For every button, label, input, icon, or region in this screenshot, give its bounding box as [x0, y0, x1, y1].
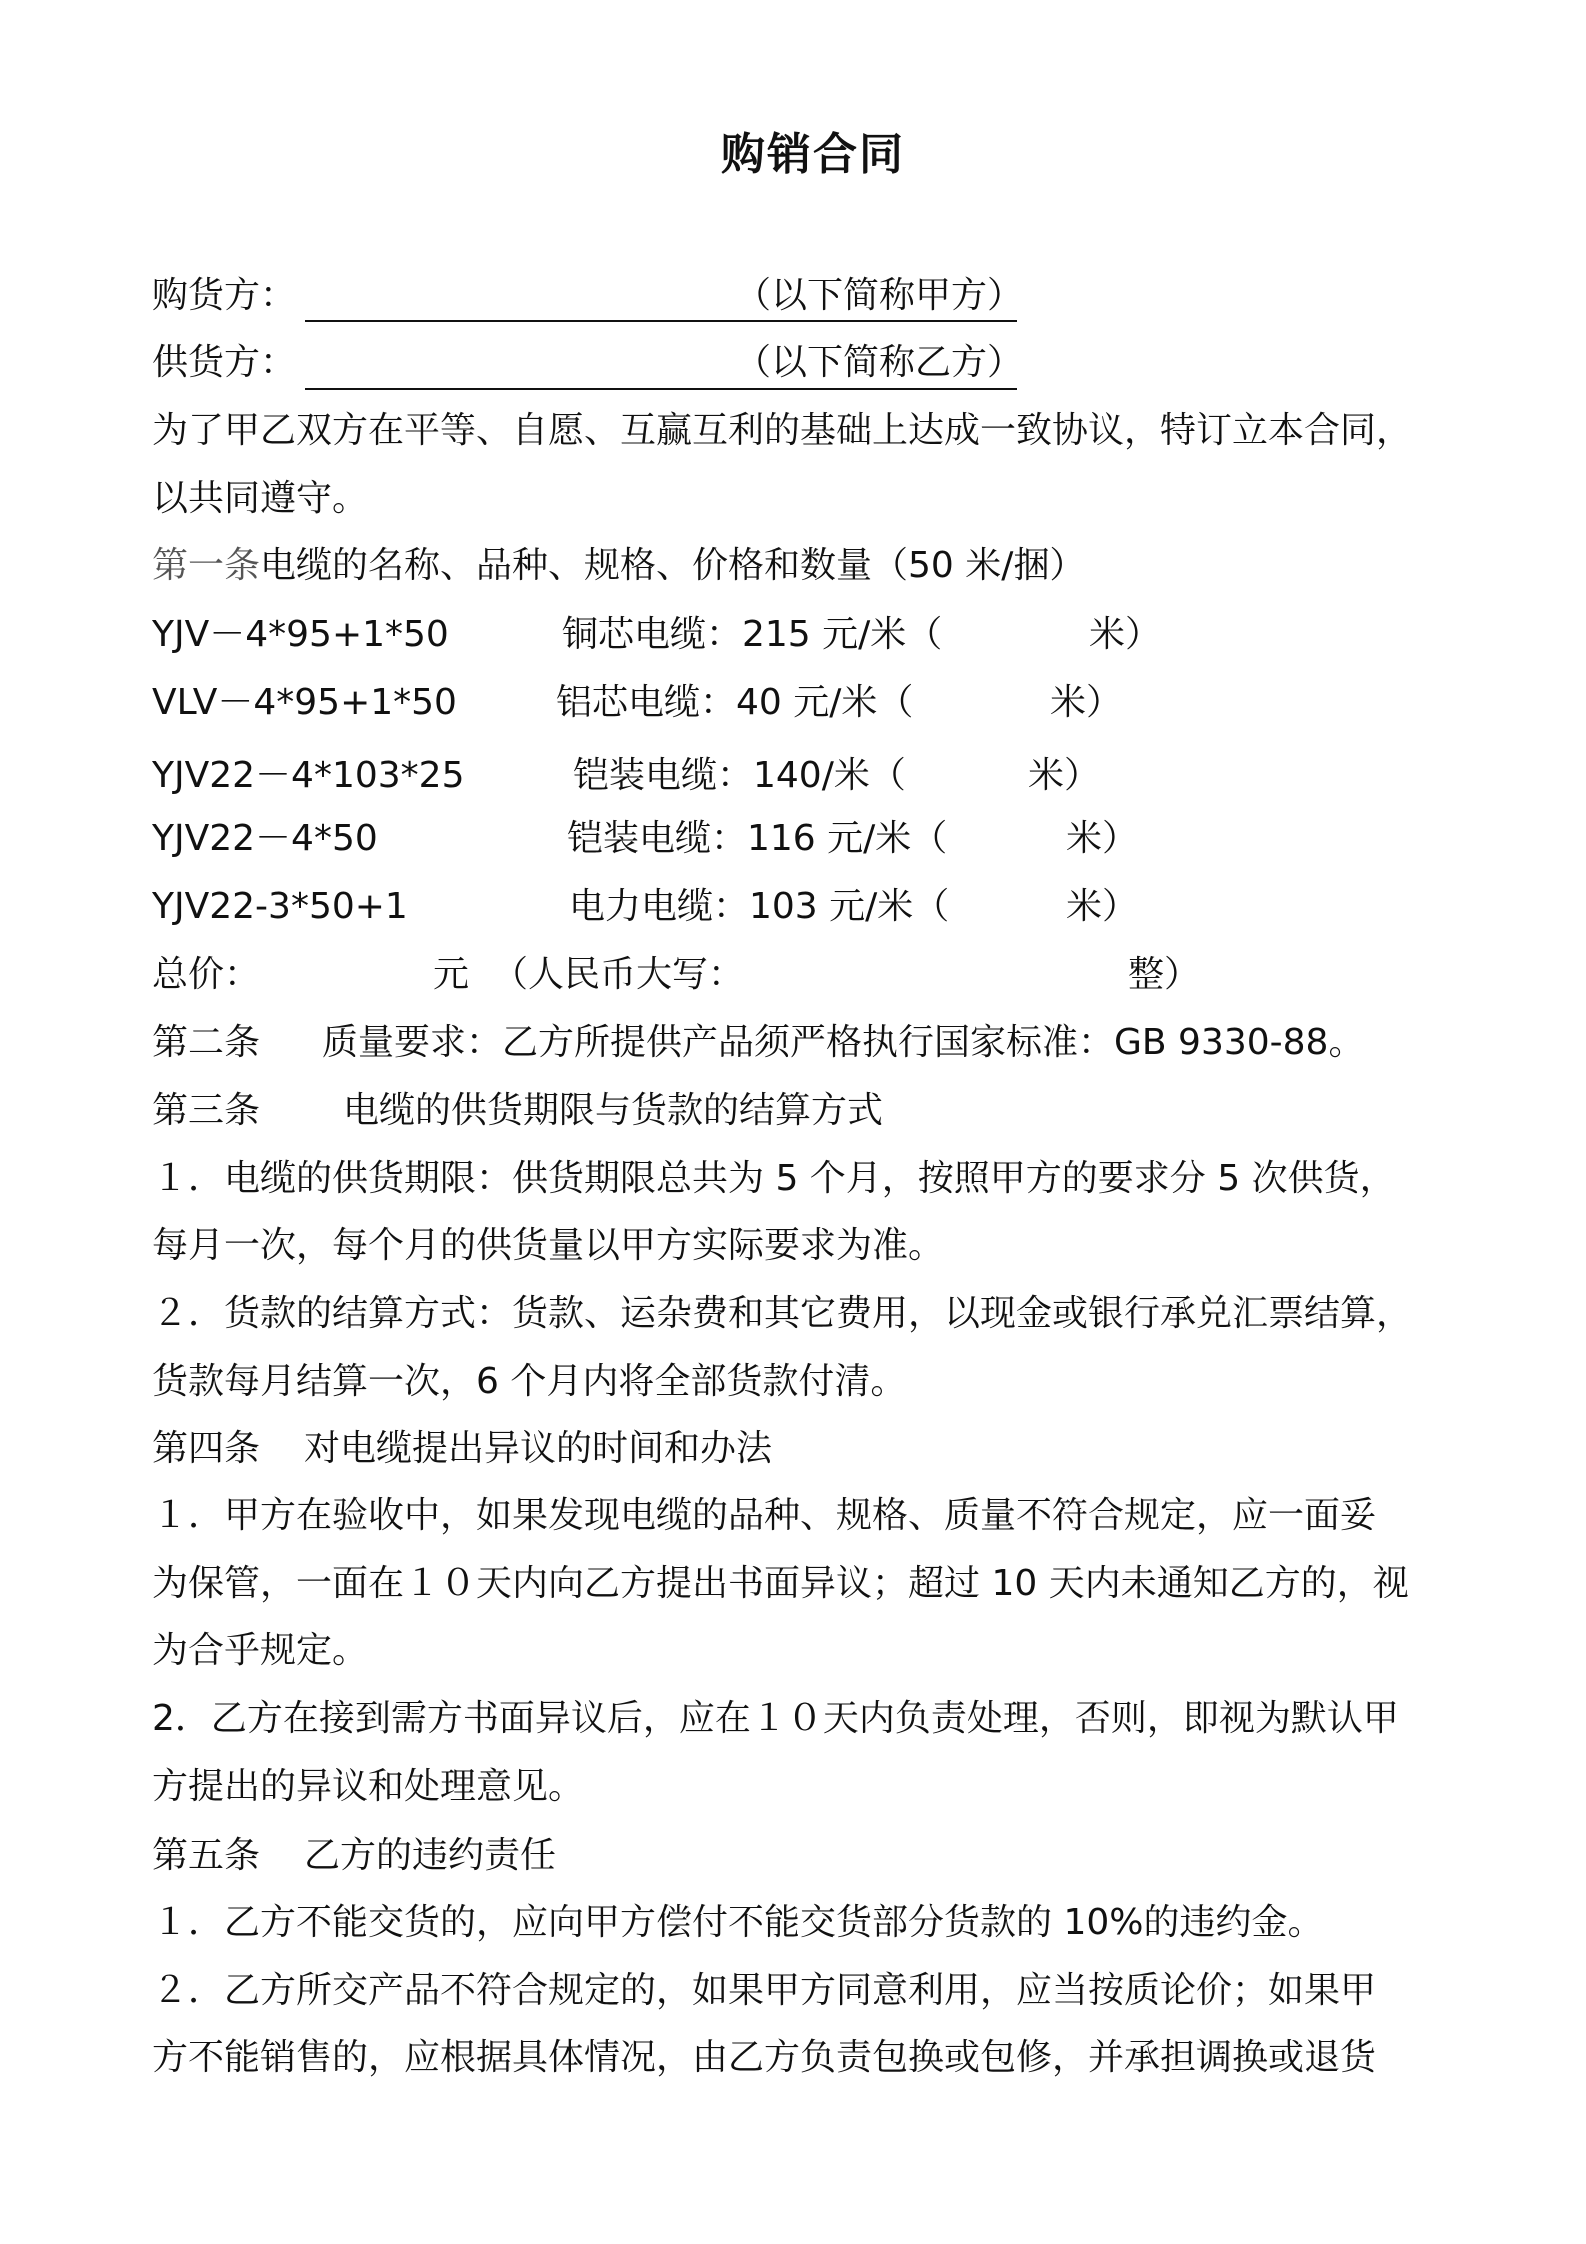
article-1-title: 电缆的名称、品种、规格、价格和数量（50 米/捆）	[260, 545, 1086, 586]
seller-blank-line[interactable]	[305, 388, 1017, 390]
article-5-p2-line1: ２．乙方所交产品不符合规定的，如果甲方同意利用，应当按质论价；如果甲	[152, 1970, 1377, 2011]
seller-suffix: （以下简称乙方）	[735, 342, 1024, 383]
article-1-heading	[152, 544, 1085, 588]
article-5-p2-line2: 方不能销售的，应根据具体情况，由乙方负责包换或包修，并承担调换或退货	[152, 2037, 1377, 2078]
article-3-p2-line1: ２．货款的结算方式：货款、运杂费和其它费用，以现金或银行承兑汇票结算，	[152, 1293, 1413, 1334]
total-label: 总价：	[152, 954, 261, 995]
article-5-heading: 乙方的违约责任	[304, 1835, 557, 1876]
cable-desc-2: 铝芯电缆：40 元/米（	[556, 682, 914, 723]
cable-desc-5: 电力电缆：103 元/米（	[569, 886, 950, 927]
article-3-p2-line2: 货款每月结算一次，6 个月内将全部货款付清。	[152, 1361, 907, 1402]
cable-model-5: YJV22-3*50+1	[152, 886, 408, 927]
cable-unit-2: 米）	[1050, 682, 1123, 723]
article-4-p1-line3: 为合乎规定。	[152, 1630, 369, 1671]
intro-line-2: 以共同遵守。	[152, 478, 369, 519]
article-2-prefix: 第二条	[152, 1022, 261, 1063]
buyer-suffix: （以下简称甲方）	[735, 275, 1024, 316]
article-4-p2-line2: 方提出的异议和处理意见。	[152, 1766, 585, 1807]
buyer-blank-line[interactable]	[305, 320, 1017, 322]
article-4-prefix: 第四条	[152, 1428, 261, 1469]
cable-model-1: YJV－4*95+1*50	[152, 614, 449, 655]
article-4-p1-line2: 为保管，一面在１０天内向乙方提出书面异议；超过 10 天内未通知乙方的，视	[152, 1563, 1409, 1604]
cable-model-2: VLV－4*95+1*50	[152, 682, 457, 723]
cable-unit-3: 米）	[1028, 755, 1101, 796]
cable-desc-3: 铠装电缆：140/米（	[573, 755, 906, 796]
article-4-heading: 对电缆提出异议的时间和办法	[304, 1428, 773, 1469]
article-4-p1-line1: １．甲方在验收中，如果发现电缆的品种、规格、质量不符合规定，应一面妥	[152, 1495, 1377, 1536]
cable-unit-5: 米）	[1066, 886, 1139, 927]
seller-label: 供货方：	[152, 342, 297, 383]
cable-model-3: YJV22－4*103*25	[152, 755, 465, 796]
total-yuan: 元	[433, 954, 470, 995]
article-4-p2-line1: 2．乙方在接到需方书面异议后，应在１０天内负责处理，否则，即视为默认甲	[152, 1698, 1399, 1739]
cable-desc-1: 铜芯电缆：215 元/米（	[562, 614, 943, 655]
cable-desc-4: 铠装电缆：116 元/米（	[567, 818, 948, 859]
total-end: 整）	[1128, 954, 1201, 995]
article-5-p1-line1: １．乙方不能交货的，应向甲方偿付不能交货部分货款的 10%的违约金。	[152, 1902, 1324, 1943]
article-3-p1-line1: １．电缆的供货期限：供货期限总共为 5 个月，按照甲方的要求分 5 次供货，	[152, 1158, 1396, 1199]
cable-unit-1: 米）	[1089, 614, 1162, 655]
article-2-text: 质量要求：乙方所提供产品须严格执行国家标准：GB 9330-88。	[322, 1022, 1365, 1063]
cable-model-4: YJV22－4*50	[152, 818, 378, 859]
article-1-prefix: 第一条	[152, 545, 261, 586]
buyer-label: 购货方：	[152, 275, 297, 316]
article-3-heading: 电缆的供货期限与货款的结算方式	[343, 1090, 884, 1131]
cable-unit-4: 米）	[1066, 818, 1139, 859]
article-3-p1-line2: 每月一次，每个月的供货量以甲方实际要求为准。	[152, 1225, 945, 1266]
article-5-prefix: 第五条	[152, 1835, 261, 1876]
article-3-prefix: 第三条	[152, 1090, 261, 1131]
intro-line-1: 为了甲乙双方在平等、自愿、互赢互利的基础上达成一致协议，特订立本合同，	[152, 410, 1413, 451]
document-title: 购销合同	[721, 129, 905, 180]
total-caps-label: （人民币大写：	[492, 954, 745, 995]
